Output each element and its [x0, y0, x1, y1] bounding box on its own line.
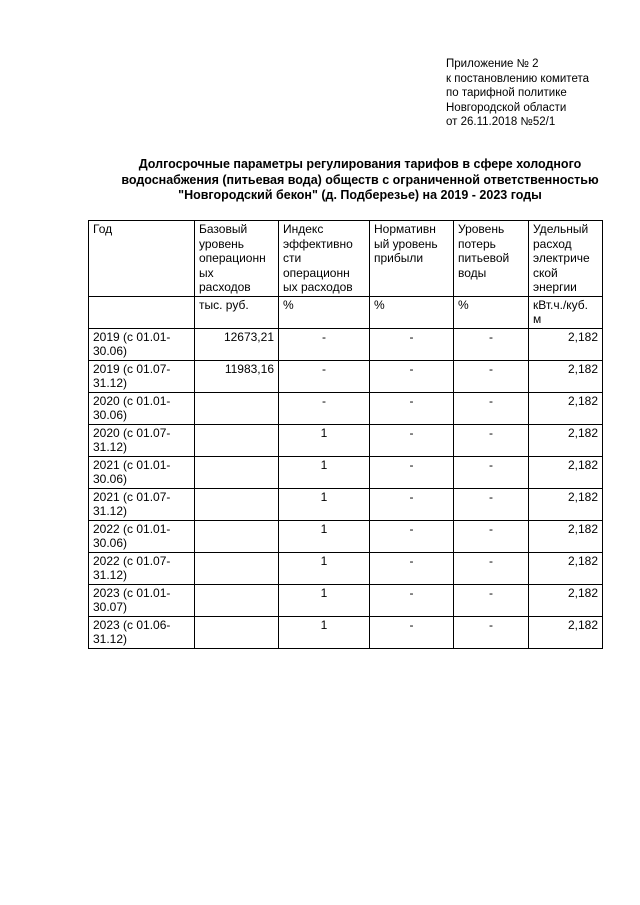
cell-text: - [409, 617, 414, 632]
value-cell [370, 616, 454, 648]
value-cell [370, 456, 454, 488]
cell-text: - [409, 329, 414, 344]
cell-text: 2,182 [567, 361, 598, 376]
value-cell [529, 360, 603, 392]
table-header-row [89, 221, 603, 297]
value-cell [529, 584, 603, 616]
cell-text: сти [283, 251, 302, 265]
value-cell [370, 488, 454, 520]
cell-text: 2020 (с 01.01- 30.06) [93, 393, 171, 422]
cell-text: ый уровень [374, 236, 438, 251]
period-cell [89, 392, 195, 424]
value-cell [529, 328, 603, 360]
cell-text: ской [533, 265, 558, 280]
table-row [89, 392, 603, 424]
unit-cell [454, 296, 529, 328]
cell-text: - [322, 329, 326, 344]
cell-text: - [409, 521, 414, 536]
value-cell [529, 520, 603, 552]
value-cell [370, 520, 454, 552]
cell-text: энергии [533, 280, 577, 294]
value-cell [370, 424, 454, 456]
period-cell [89, 424, 195, 456]
value-cell [279, 328, 370, 360]
period-cell [89, 616, 195, 648]
cell-text: 2,182 [567, 393, 598, 408]
cell-text: уровень [199, 236, 245, 251]
value-cell [195, 424, 279, 456]
cell-text: расход [533, 236, 572, 251]
value-cell [195, 552, 279, 584]
table-row [89, 520, 603, 552]
unit-text: % [458, 297, 469, 312]
cell-text: 2020 (с 01.07- 31.12) [93, 425, 171, 454]
cell-text: прибыли [374, 251, 424, 265]
cell-text: 2,182 [567, 329, 598, 344]
value-cell [454, 456, 529, 488]
cell-text: Нормативн [374, 222, 436, 236]
cell-text: 2019 (с 01.01- 30.06) [93, 329, 171, 358]
cell-text: - [489, 425, 493, 440]
value-cell [279, 520, 370, 552]
cell-text: - [489, 329, 493, 344]
column-header [454, 221, 529, 297]
value-cell [529, 488, 603, 520]
value-cell [529, 616, 603, 648]
value-cell [370, 552, 454, 584]
value-cell [529, 456, 603, 488]
value-cell [529, 392, 603, 424]
value-cell [195, 392, 279, 424]
value-cell [195, 456, 279, 488]
cell-text: - [489, 553, 493, 568]
value-cell [454, 424, 529, 456]
column-header [370, 221, 454, 297]
column-header [195, 221, 279, 297]
cell-text: Удельный [533, 222, 589, 236]
cell-text: Уровень [458, 222, 505, 236]
cell-text: 2,182 [567, 489, 598, 504]
cell-text: Индекс [283, 222, 324, 236]
cell-text: - [409, 489, 414, 504]
title-line: Долгосрочные параметры регулирования тарифов в сфере холодного [138, 157, 582, 171]
value-cell [454, 520, 529, 552]
value-cell [279, 584, 370, 616]
tariff-parameters-table [88, 220, 603, 649]
cell-text: 2021 (с 01.01- 30.06) [93, 457, 171, 486]
value-cell [279, 456, 370, 488]
cell-text: питьевой [458, 251, 510, 265]
cell-text: воды [458, 265, 487, 280]
cell-text: 1 [320, 585, 328, 600]
cell-text: 2,182 [567, 521, 598, 536]
value-cell [279, 616, 370, 648]
unit-cell [529, 296, 603, 328]
value-cell [279, 392, 370, 424]
unit-text: % [283, 297, 294, 312]
cell-text: 2021 (с 01.07- 31.12) [93, 489, 171, 518]
period-cell [89, 456, 195, 488]
cell-text: 11983,16 [224, 361, 274, 376]
cell-text: 1 [320, 457, 328, 472]
cell-text: - [489, 521, 493, 536]
appendix-header [446, 57, 589, 130]
table-row [89, 552, 603, 584]
table-row [89, 616, 603, 648]
value-cell [279, 488, 370, 520]
unit-text: % [374, 297, 385, 312]
table-row [89, 456, 603, 488]
cell-text: ых [199, 265, 214, 280]
cell-text: 1 [320, 425, 328, 440]
cell-text: 2019 (с 01.07- 31.12) [93, 361, 171, 390]
value-cell [529, 552, 603, 584]
cell-text: 2,182 [567, 457, 598, 472]
value-cell [279, 552, 370, 584]
cell-text: - [489, 361, 493, 376]
cell-text: - [409, 393, 414, 408]
value-cell [454, 392, 529, 424]
value-cell [454, 328, 529, 360]
cell-text: операционн [199, 251, 266, 265]
column-header [279, 221, 370, 297]
cell-text: - [322, 393, 326, 408]
cell-text: 2,182 [567, 425, 598, 440]
cell-text: - [409, 425, 414, 440]
cell-text: 1 [320, 489, 328, 504]
value-cell [370, 328, 454, 360]
cell-text: - [489, 489, 493, 504]
cell-text: 2,182 [567, 617, 598, 632]
cell-text: 2,182 [567, 585, 598, 600]
cell-text: - [409, 553, 414, 568]
cell-text: - [409, 457, 414, 472]
cell-text: 1 [320, 521, 328, 536]
cell-text: - [489, 617, 493, 632]
document-title [60, 157, 640, 204]
value-cell [195, 360, 279, 392]
cell-text: - [409, 585, 414, 600]
appendix-line: по тарифной политике [446, 87, 567, 99]
table-row [89, 488, 603, 520]
cell-text: 2023 (с 01.06- 31.12) [93, 617, 171, 646]
unit-cell [279, 296, 370, 328]
cell-text: 2022 (с 01.07- 31.12) [93, 553, 171, 582]
appendix-line: Новгородской области [446, 101, 567, 114]
period-cell [89, 520, 195, 552]
table-row [89, 584, 603, 616]
cell-text: потерь [458, 236, 496, 251]
cell-text: Базовый [199, 222, 248, 236]
cell-text: - [409, 361, 414, 376]
value-cell [279, 360, 370, 392]
period-cell [89, 488, 195, 520]
table-units-row [89, 296, 603, 328]
value-cell [195, 520, 279, 552]
cell-text: 2,182 [567, 553, 598, 568]
value-cell [370, 360, 454, 392]
cell-text: эффективно [283, 236, 353, 251]
cell-text: - [489, 457, 493, 472]
period-cell [89, 360, 195, 392]
period-cell [89, 584, 195, 616]
cell-text: 1 [320, 617, 328, 632]
unit-cell [89, 296, 195, 328]
value-cell [370, 584, 454, 616]
table-row [89, 328, 603, 360]
unit-text: тыс. руб. [199, 297, 249, 312]
column-header [529, 221, 603, 297]
cell-text: электриче [533, 251, 590, 265]
cell-text: ых расходов [283, 280, 353, 294]
cell-text: 2022 (с 01.01- 30.06) [93, 521, 171, 550]
column-header [89, 221, 195, 297]
title-line: водоснабжения (питьевая вода) обществ с ограниченной ответственностью [121, 172, 599, 187]
value-cell [529, 424, 603, 456]
cell-text: операционн [283, 265, 350, 280]
unit-text: кВт.ч./куб. м [533, 297, 589, 326]
value-cell [454, 488, 529, 520]
value-cell [454, 616, 529, 648]
cell-text: - [489, 585, 493, 600]
table-row [89, 424, 603, 456]
cell-text: 2023 (с 01.01- 30.07) [93, 585, 171, 614]
value-cell [454, 552, 529, 584]
appendix-number: Приложение № 2 [446, 58, 539, 70]
unit-cell [370, 296, 454, 328]
cell-text: - [489, 393, 493, 408]
value-cell [195, 616, 279, 648]
title-line: "Новгородский бекон" (д. Подберезье) на 2019 - 2023 годы [178, 188, 542, 202]
cell-text: 12673,21 [223, 329, 274, 344]
value-cell [195, 488, 279, 520]
value-cell [454, 584, 529, 616]
cell-text: Год [93, 222, 113, 236]
cell-text: расходов [199, 280, 251, 294]
value-cell [370, 392, 454, 424]
appendix-line: к постановлению комитета [446, 72, 589, 85]
value-cell [195, 328, 279, 360]
cell-text: 1 [320, 553, 328, 568]
table-row [89, 360, 603, 392]
cell-text: - [322, 361, 326, 376]
value-cell [279, 424, 370, 456]
period-cell [89, 328, 195, 360]
period-cell [89, 552, 195, 584]
unit-cell [195, 296, 279, 328]
appendix-date: от 26.11.2018 №52/1 [446, 116, 556, 128]
value-cell [195, 584, 279, 616]
value-cell [454, 360, 529, 392]
